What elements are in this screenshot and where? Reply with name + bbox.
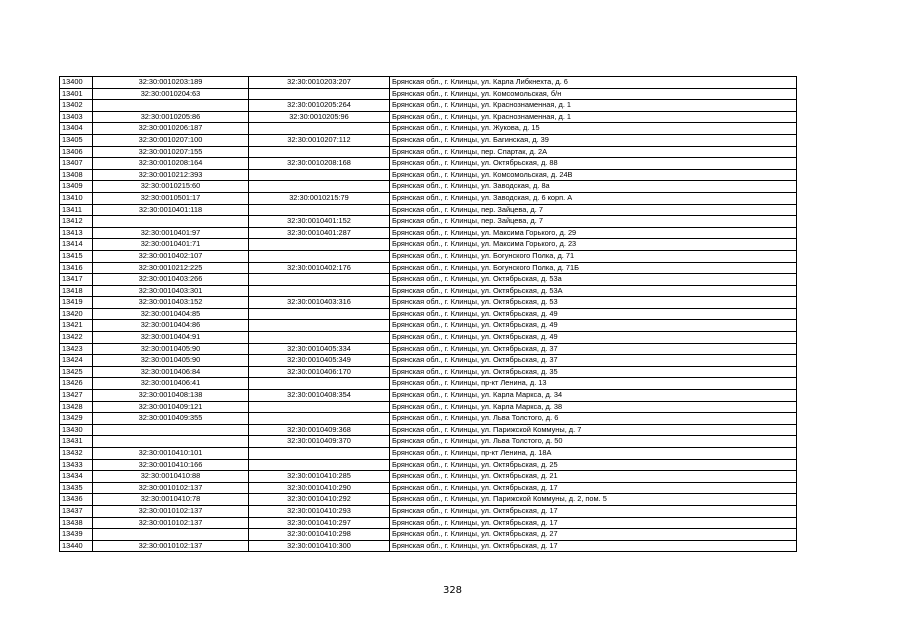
table-row	[60, 216, 797, 228]
linked-cadastral-number-cell	[249, 250, 390, 262]
cadastral-number-cell: 32:30:0010403:301	[93, 285, 249, 297]
table-row	[60, 320, 797, 332]
address-cell: Брянская обл., г. Клинцы, ул. Заводская, д. 6 корп. А	[390, 192, 797, 204]
cadastral-number-cell: 32:30:0010404:86	[93, 320, 249, 332]
cadastral-number-cell: 32:30:0010215:60	[93, 181, 249, 193]
row-number-cell: 13404	[60, 123, 93, 135]
linked-cadastral-number-cell	[249, 88, 390, 100]
cadastral-number-cell: 32:30:0010102:137	[93, 517, 249, 529]
address-cell: Брянская обл., г. Клинцы, ул. Парижской Коммуны, д. 2, пом. 5	[390, 494, 797, 506]
row-number-cell: 13427	[60, 390, 93, 402]
cadastral-number-cell: 32:30:0010404:85	[93, 308, 249, 320]
cadastral-number-cell	[93, 100, 249, 112]
table-row	[60, 239, 797, 251]
linked-cadastral-number-cell	[249, 320, 390, 332]
address-cell: Брянская обл., г. Клинцы, ул. Комсомольская, б/н	[390, 88, 797, 100]
row-number-cell: 13438	[60, 517, 93, 529]
table-row	[60, 355, 797, 367]
linked-cadastral-number-cell: 32:30:0010207:112	[249, 134, 390, 146]
address-cell: Брянская обл., г. Клинцы, ул. Максима Горького, д. 29	[390, 227, 797, 239]
cadastral-number-cell: 32:30:0010212:393	[93, 169, 249, 181]
address-cell: Брянская обл., г. Клинцы, ул. Октябрьская, д. 53а	[390, 274, 797, 286]
linked-cadastral-number-cell	[249, 459, 390, 471]
address-cell: Брянская обл., г. Клинцы, ул. Карла Маркса, д. 38	[390, 401, 797, 413]
cadastral-number-cell: 32:30:0010401:118	[93, 204, 249, 216]
linked-cadastral-number-cell: 32:30:0010410:298	[249, 529, 390, 541]
linked-cadastral-number-cell: 32:30:0010403:316	[249, 297, 390, 309]
row-number-cell: 13415	[60, 250, 93, 262]
cadastral-number-cell: 32:30:0010410:166	[93, 459, 249, 471]
row-number-cell: 13423	[60, 343, 93, 355]
table-row	[60, 332, 797, 344]
table-row	[60, 401, 797, 413]
row-number-cell: 13425	[60, 366, 93, 378]
cadastral-number-cell: 32:30:0010207:100	[93, 134, 249, 146]
linked-cadastral-number-cell	[249, 413, 390, 425]
row-number-cell: 13424	[60, 355, 93, 367]
cadastral-number-cell: 32:30:0010409:121	[93, 401, 249, 413]
address-cell: Брянская обл., г. Клинцы, ул. Октябрьская, д. 49	[390, 308, 797, 320]
row-number-cell: 13422	[60, 332, 93, 344]
address-cell: Брянская обл., г. Клинцы, ул. Богунского Полка, д. 71Б	[390, 262, 797, 274]
address-cell: Брянская обл., г. Клинцы, ул. Октябрьская, д. 17	[390, 482, 797, 494]
address-cell: Брянская обл., г. Клинцы, пр-кт Ленина, д. 18А	[390, 448, 797, 460]
address-cell: Брянская обл., г. Клинцы, ул. Богунского Полка, д. 71	[390, 250, 797, 262]
row-number-cell: 13433	[60, 459, 93, 471]
linked-cadastral-number-cell: 32:30:0010410:290	[249, 482, 390, 494]
table-row	[60, 134, 797, 146]
address-cell: Брянская обл., г. Клинцы, ул. Октябрьская, д. 27	[390, 529, 797, 541]
linked-cadastral-number-cell	[249, 181, 390, 193]
linked-cadastral-number-cell: 32:30:0010205:264	[249, 100, 390, 112]
cadastral-number-cell	[93, 436, 249, 448]
table-row	[60, 77, 797, 89]
linked-cadastral-number-cell	[249, 448, 390, 460]
table-row	[60, 227, 797, 239]
address-cell: Брянская обл., г. Клинцы, ул. Октябрьская, д. 17	[390, 505, 797, 517]
linked-cadastral-number-cell: 32:30:0010401:287	[249, 227, 390, 239]
cadastral-number-cell: 32:30:0010501:17	[93, 192, 249, 204]
table-row	[60, 366, 797, 378]
linked-cadastral-number-cell: 32:30:0010203:207	[249, 77, 390, 89]
linked-cadastral-number-cell	[249, 274, 390, 286]
row-number-cell: 13408	[60, 169, 93, 181]
linked-cadastral-number-cell	[249, 204, 390, 216]
address-cell: Брянская обл., г. Клинцы, ул. Октябрьская, д. 37	[390, 355, 797, 367]
cadastral-number-cell: 32:30:0010205:86	[93, 111, 249, 123]
linked-cadastral-number-cell: 32:30:0010405:334	[249, 343, 390, 355]
table-row	[60, 181, 797, 193]
cadastral-number-cell: 32:30:0010212:225	[93, 262, 249, 274]
table-row	[60, 413, 797, 425]
cadastral-number-cell	[93, 529, 249, 541]
address-cell: Брянская обл., г. Клинцы, ул. Октябрьская, д. 37	[390, 343, 797, 355]
row-number-cell: 13400	[60, 77, 93, 89]
address-cell: Брянская обл., г. Клинцы, ул. Краснознаменная, д. 1	[390, 100, 797, 112]
address-cell: Брянская обл., г. Клинцы, ул. Карла Маркса, д. 34	[390, 390, 797, 402]
address-cell: Брянская обл., г. Клинцы, ул. Октябрьская, д. 88	[390, 158, 797, 170]
address-cell: Брянская обл., г. Клинцы, пр-кт Ленина, д. 13	[390, 378, 797, 390]
address-cell: Брянская обл., г. Клинцы, ул. Октябрьская, д. 49	[390, 320, 797, 332]
table-row	[60, 378, 797, 390]
table-row	[60, 262, 797, 274]
cadastral-number-cell: 32:30:0010406:41	[93, 378, 249, 390]
address-cell: Брянская обл., г. Клинцы, ул. Октябрьская, д. 17	[390, 517, 797, 529]
table-row	[60, 343, 797, 355]
cadastral-number-cell: 32:30:0010405:90	[93, 343, 249, 355]
row-number-cell: 13405	[60, 134, 93, 146]
linked-cadastral-number-cell	[249, 239, 390, 251]
linked-cadastral-number-cell: 32:30:0010410:293	[249, 505, 390, 517]
address-cell: Брянская обл., г. Клинцы, ул. Октябрьская, д. 35	[390, 366, 797, 378]
table-row	[60, 204, 797, 216]
table-row	[60, 529, 797, 541]
address-cell: Брянская обл., г. Клинцы, ул. Льва Толстого, д. 50	[390, 436, 797, 448]
table-row	[60, 448, 797, 460]
linked-cadastral-number-cell: 32:30:0010406:170	[249, 366, 390, 378]
table-row	[60, 123, 797, 135]
address-cell: Брянская обл., г. Клинцы, ул. Максима Горького, д. 23	[390, 239, 797, 251]
table-row	[60, 471, 797, 483]
table-row	[60, 459, 797, 471]
address-cell: Брянская обл., г. Клинцы, пер. Зайцева, д. 7	[390, 204, 797, 216]
linked-cadastral-number-cell	[249, 123, 390, 135]
row-number-cell: 13430	[60, 424, 93, 436]
cadastral-number-cell	[93, 424, 249, 436]
table-row	[60, 146, 797, 158]
cadastral-number-cell: 32:30:0010208:164	[93, 158, 249, 170]
address-cell: Брянская обл., г. Клинцы, ул. Багинская, д. 39	[390, 134, 797, 146]
address-cell: Брянская обл., г. Клинцы, ул. Краснознаменная, д. 1	[390, 111, 797, 123]
cadastral-number-cell: 32:30:0010402:107	[93, 250, 249, 262]
table-row	[60, 482, 797, 494]
cadastral-number-cell: 32:30:0010203:189	[93, 77, 249, 89]
cadastral-number-cell: 32:30:0010206:187	[93, 123, 249, 135]
linked-cadastral-number-cell	[249, 378, 390, 390]
address-cell: Брянская обл., г. Клинцы, ул. Октябрьская, д. 17	[390, 540, 797, 552]
linked-cadastral-number-cell: 32:30:0010408:354	[249, 390, 390, 402]
linked-cadastral-number-cell	[249, 308, 390, 320]
linked-cadastral-number-cell: 32:30:0010402:176	[249, 262, 390, 274]
row-number-cell: 13426	[60, 378, 93, 390]
table-row	[60, 517, 797, 529]
linked-cadastral-number-cell: 32:30:0010410:285	[249, 471, 390, 483]
address-cell: Брянская обл., г. Клинцы, ул. Льва Толстого, д. 6	[390, 413, 797, 425]
row-number-cell: 13435	[60, 482, 93, 494]
linked-cadastral-number-cell: 32:30:0010405:349	[249, 355, 390, 367]
row-number-cell: 13409	[60, 181, 93, 193]
linked-cadastral-number-cell	[249, 146, 390, 158]
linked-cadastral-number-cell: 32:30:0010410:292	[249, 494, 390, 506]
table-row	[60, 390, 797, 402]
row-number-cell: 13401	[60, 88, 93, 100]
cadastral-number-cell: 32:30:0010410:88	[93, 471, 249, 483]
row-number-cell: 13428	[60, 401, 93, 413]
row-number-cell: 13417	[60, 274, 93, 286]
address-cell: Брянская обл., г. Клинцы, ул. Октябрьская, д. 21	[390, 471, 797, 483]
cadastral-number-cell: 32:30:0010403:266	[93, 274, 249, 286]
table-row	[60, 436, 797, 448]
cadastral-number-cell	[93, 216, 249, 228]
address-cell: Брянская обл., г. Клинцы, ул. Карла Либкнехта, д. 6	[390, 77, 797, 89]
address-cell: Брянская обл., г. Клинцы, ул. Жукова, д. 15	[390, 123, 797, 135]
cadastral-number-cell: 32:30:0010102:137	[93, 505, 249, 517]
row-number-cell: 13410	[60, 192, 93, 204]
address-cell: Брянская обл., г. Клинцы, ул. Октябрьская, д. 53А	[390, 285, 797, 297]
table-row	[60, 88, 797, 100]
table-row	[60, 297, 797, 309]
linked-cadastral-number-cell: 32:30:0010205:96	[249, 111, 390, 123]
cadastral-number-cell: 32:30:0010102:137	[93, 540, 249, 552]
address-cell: Брянская обл., г. Клинцы, пер. Зайцева, д. 7	[390, 216, 797, 228]
registry-table	[59, 76, 797, 552]
cadastral-number-cell: 32:30:0010406:84	[93, 366, 249, 378]
table-row	[60, 111, 797, 123]
row-number-cell: 13434	[60, 471, 93, 483]
cadastral-number-cell: 32:30:0010410:78	[93, 494, 249, 506]
row-number-cell: 13414	[60, 239, 93, 251]
linked-cadastral-number-cell: 32:30:0010410:300	[249, 540, 390, 552]
linked-cadastral-number-cell: 32:30:0010401:152	[249, 216, 390, 228]
row-number-cell: 13440	[60, 540, 93, 552]
row-number-cell: 13407	[60, 158, 93, 170]
table-row	[60, 424, 797, 436]
row-number-cell: 13421	[60, 320, 93, 332]
address-cell: Брянская обл., г. Клинцы, ул. Октябрьская, д. 25	[390, 459, 797, 471]
row-number-cell: 13429	[60, 413, 93, 425]
row-number-cell: 13416	[60, 262, 93, 274]
cadastral-number-cell: 32:30:0010204:63	[93, 88, 249, 100]
row-number-cell: 13406	[60, 146, 93, 158]
address-cell: Брянская обл., г. Клинцы, ул. Октябрьская, д. 49	[390, 332, 797, 344]
table-row	[60, 494, 797, 506]
row-number-cell: 13411	[60, 204, 93, 216]
table-row	[60, 285, 797, 297]
linked-cadastral-number-cell	[249, 401, 390, 413]
table-row	[60, 192, 797, 204]
table-row	[60, 158, 797, 170]
linked-cadastral-number-cell	[249, 169, 390, 181]
cadastral-number-cell: 32:30:0010405:90	[93, 355, 249, 367]
address-cell: Брянская обл., г. Клинцы, ул. Комсомольская, д. 24В	[390, 169, 797, 181]
row-number-cell: 13439	[60, 529, 93, 541]
linked-cadastral-number-cell	[249, 332, 390, 344]
cadastral-number-cell: 32:30:0010408:138	[93, 390, 249, 402]
cadastral-number-cell: 32:30:0010102:137	[93, 482, 249, 494]
registry-table-body	[60, 77, 797, 552]
table-row	[60, 100, 797, 112]
row-number-cell: 13419	[60, 297, 93, 309]
page-number: 328	[442, 585, 463, 596]
row-number-cell: 13413	[60, 227, 93, 239]
table-row	[60, 250, 797, 262]
linked-cadastral-number-cell	[249, 285, 390, 297]
cadastral-number-cell: 32:30:0010403:152	[93, 297, 249, 309]
row-number-cell: 13436	[60, 494, 93, 506]
table-row	[60, 274, 797, 286]
address-cell: Брянская обл., г. Клинцы, ул. Октябрьская, д. 53	[390, 297, 797, 309]
cadastral-number-cell: 32:30:0010401:97	[93, 227, 249, 239]
cadastral-number-cell: 32:30:0010404:91	[93, 332, 249, 344]
row-number-cell: 13437	[60, 505, 93, 517]
address-cell: Брянская обл., г. Клинцы, ул. Парижской Коммуны, д. 7	[390, 424, 797, 436]
address-cell: Брянская обл., г. Клинцы, пер. Спартак, д. 2А	[390, 146, 797, 158]
cadastral-number-cell: 32:30:0010207:155	[93, 146, 249, 158]
linked-cadastral-number-cell: 32:30:0010410:297	[249, 517, 390, 529]
cadastral-number-cell: 32:30:0010401:71	[93, 239, 249, 251]
table-row	[60, 169, 797, 181]
linked-cadastral-number-cell: 32:30:0010208:168	[249, 158, 390, 170]
row-number-cell: 13420	[60, 308, 93, 320]
row-number-cell: 13432	[60, 448, 93, 460]
table-row	[60, 308, 797, 320]
row-number-cell: 13431	[60, 436, 93, 448]
cadastral-number-cell: 32:30:0010409:355	[93, 413, 249, 425]
table-row	[60, 505, 797, 517]
linked-cadastral-number-cell: 32:30:0010409:370	[249, 436, 390, 448]
row-number-cell: 13403	[60, 111, 93, 123]
linked-cadastral-number-cell: 32:30:0010409:368	[249, 424, 390, 436]
row-number-cell: 13418	[60, 285, 93, 297]
table-row	[60, 540, 797, 552]
address-cell: Брянская обл., г. Клинцы, ул. Заводская, д. 8а	[390, 181, 797, 193]
row-number-cell: 13402	[60, 100, 93, 112]
linked-cadastral-number-cell: 32:30:0010215:79	[249, 192, 390, 204]
row-number-cell: 13412	[60, 216, 93, 228]
cadastral-number-cell: 32:30:0010410:101	[93, 448, 249, 460]
